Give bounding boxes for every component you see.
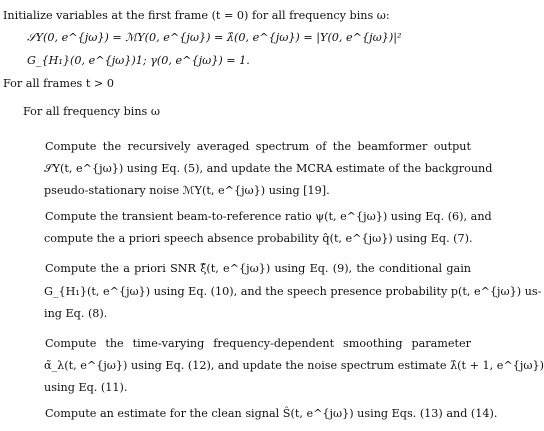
step-4-line-2: α̃_λ(t, e^{jω}) using Eq. (12), and update the noise spectrum estimate λ̂(t + 1, e^{jω}) — [44, 359, 544, 372]
step-4-line-3: using Eq. (11). — [44, 381, 128, 394]
frames-loop-heading: For all frames t > 0 — [3, 77, 114, 90]
step-4-line-1: Compute the time-varying frequency-dependent smoothing parameter — [45, 337, 471, 350]
step-3-line-2: G_{H₁}(t, e^{jω}) using Eq. (10), and the speech presence probability p(t, e^{jω}) us- — [44, 285, 542, 298]
step-3-line-3: ing Eq. (8). — [44, 307, 108, 320]
step-2-line-1: Compute the transient beam-to-reference ratio ψ(t, e^{jω}) using Eq. (6), and — [45, 210, 492, 223]
init-heading: Initialize variables at the first frame (t = 0) for all frequency bins ω: — [3, 9, 390, 22]
step-1-line-3: pseudo-stationary noise ℳY(t, e^{jω}) using [19]. — [44, 184, 330, 197]
init-equation-2: G_{H₁}(0, e^{jω})1; γ(0, e^{jω}) = 1. — [27, 54, 250, 67]
step-5-line-1: Compute an estimate for the clean signal Ŝ(t, e^{jω}) using Eqs. (13) and (14). — [45, 407, 498, 420]
step-3-line-1: Compute the a priori SNR ξ̂(t, e^{jω}) using Eq. (9), the conditional gain — [45, 262, 471, 275]
bins-loop-heading: For all frequency bins ω — [23, 105, 160, 118]
init-equation-1: 𝒮Y(0, e^{jω}) = ℳY(0, e^{jω}) = λ̂(0, e^{jω}) = |Y(0, e^{jω})|² — [27, 31, 402, 44]
step-1-line-2: 𝒮Y(t, e^{jω}) using Eq. (5), and update the MCRA estimate of the background — [44, 162, 493, 175]
step-1-line-1: Compute the recursively averaged spectrum of the beamformer output — [45, 140, 471, 153]
step-2-line-2: compute the a priori speech absence probability q̂(t, e^{jω}) using Eq. (7). — [44, 232, 473, 245]
